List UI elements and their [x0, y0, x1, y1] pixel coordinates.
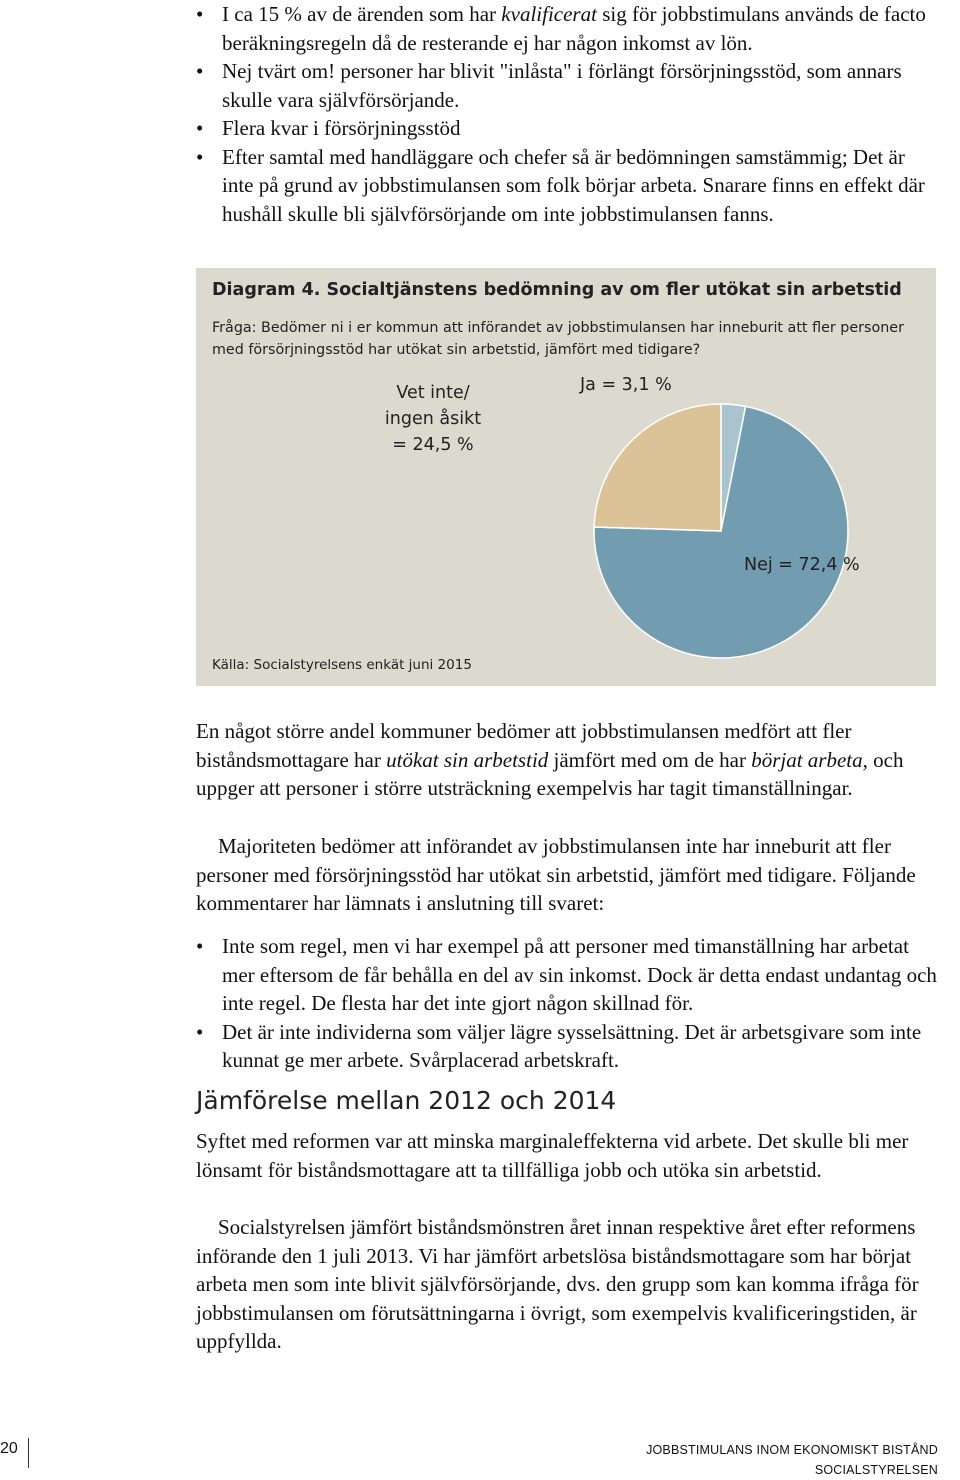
- running-footer: [646, 1440, 938, 1480]
- list-item: • Inte som regel, men vi har exempel på att personer med timanställning har arbetat mer eftersom de får behålla en del av sin inkomst. Dock är detta endast undantag och inte regel. De flesta har det inte gjort någon skillnad för.: [196, 934, 937, 1015]
- pie-chart: [196, 268, 936, 686]
- footer-line-2: SOCIALSTYRELSEN: [814, 1463, 938, 1477]
- chart-question: Fråga: Bedömer ni i er kommun att införandet av jobbstimulansen har inneburit att fler personer med försörjningsstöd har utökat sin arbetstid, jämfört med tidigare?: [212, 320, 904, 358]
- comment-bullet-list: [0, 932, 960, 1075]
- footer-line-1: JOBBSTIMULANS INOM EKONOMISKT BISTÅND: [646, 1443, 938, 1457]
- paragraph-4: Socialstyrelsen jämfört biståndsmönstren året innan respektive året efter reformens införande den 1 juli 2013. Vi har jämfört arbetslösa biståndsmottagare som har börjat arbeta men som inte blivit självförsörjande, dvs. den grupp som kan komma ifråga för jobbstimulansen om förutsättningarna i övrigt, som exempelvis kvalificeringstiden, är uppfyllda.: [196, 1215, 919, 1353]
- bullet-icon: •: [196, 59, 204, 83]
- list-item: • I ca 15 % av de ärenden som har kvalificerat sig för jobbstimulans används de facto beräkningsregeln då de resterande ej har någon inkomst av lön.: [196, 2, 926, 55]
- chart-panel: [196, 268, 936, 686]
- bullet-icon: •: [196, 2, 204, 26]
- label-vet-line-1: Vet inte/: [396, 383, 470, 403]
- label-vet-line-2: ingen åsikt: [384, 409, 482, 429]
- bullet-icon: •: [196, 1019, 204, 1044]
- list-item: • Flera kvar i försörjningsstöd: [0, 114, 960, 143]
- chart-title: Diagram 4. Socialtjänstens bedömning av om fler utökat sin arbetstid: [212, 280, 902, 300]
- page-number: 20: [0, 1440, 18, 1457]
- paragraph-1: En något större andel kommuner bedömer att jobbstimulansen medfört att fler biståndsmottagare har utökat sin arbetstid jämfört med om de har börjat arbeta, och uppger att personer i större utsträckning exempelvis har tagit timanställningar.: [196, 719, 904, 800]
- label-vet-line-3: = 24,5 %: [392, 435, 474, 455]
- pie-slices: [594, 404, 848, 658]
- list-item: • Nej tvärt om! personer har blivit "inlåsta" i förlängt försörjningsstöd, som annars skulle vara självförsörjande.: [196, 59, 902, 112]
- list-item: • Efter samtal med handläggare och chefer så är bedömningen samstämmig; Det är inte på grund av jobbstimulansen som folk börjar arbeta. Snarare finns en effekt där hushåll skulle bli självförsörjande om inte jobbstimulansen fanns.: [196, 144, 925, 226]
- bullet-icon: •: [196, 144, 204, 169]
- chart-source: Källa: Socialstyrelsens enkät juni 2015: [212, 657, 472, 673]
- footer-divider: [28, 1438, 29, 1468]
- top-bullet-list: [0, 0, 960, 228]
- label-ja: Ja = 3,1 %: [580, 375, 672, 395]
- bullet-icon: •: [196, 116, 204, 140]
- pie-slice-vet-inte: [594, 404, 721, 531]
- section-heading: Jämförelse mellan 2012 och 2014: [196, 1086, 617, 1115]
- paragraph-3: Syftet med reformen var att minska marginaleffekterna vid arbete. Det skulle bli mer lönsamt för biståndsmottagare att ta tillfälliga jobb och utöka sin arbetstid.: [196, 1129, 909, 1182]
- paragraph-2: Majoriteten bedömer att införandet av jobbstimulansen inte har inneburit att fler personer med försörjningsstöd har utökat sin arbetstid, jämfört med tidigare. Följande kommentarer har lämnats i anslutning till svaret:: [196, 834, 916, 915]
- bullet-icon: •: [196, 934, 204, 958]
- label-nej: Nej = 72,4 %: [744, 555, 860, 575]
- list-item: • Det är inte individerna som väljer lägre sysselsättning. Det är arbetsgivare som inte kunnat ge mer arbete. Svårplacerad arbetskraft.: [196, 1019, 922, 1072]
